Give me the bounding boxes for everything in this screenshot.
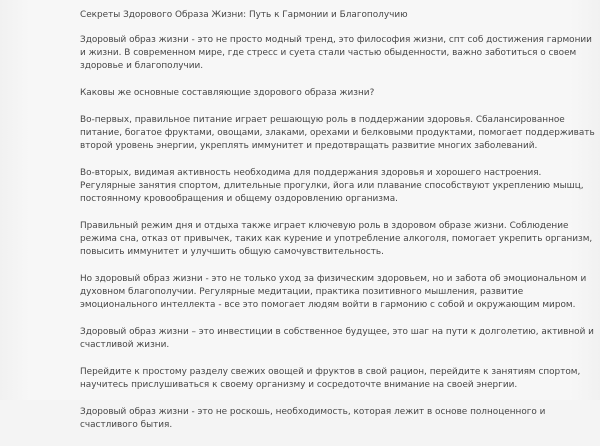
paragraph-conclusion <box>80 406 546 432</box>
text-line: постоянному кровообращения и общему оздоровлению организма. <box>80 194 398 204</box>
article-title: Секреты Здорового Образа Жизни: Путь к Гармонии и Благополучию <box>80 10 408 20</box>
text-line: Здоровый образ жизни – это инвестиции в собственное будущее, это шаг на пути к долголетию, активной и <box>80 327 594 337</box>
text-line: Каковы же основные составляющие здорового образа жизни? <box>80 88 375 98</box>
text-line: питание, богатое фруктами, овощами, злаками, орехами и белковыми продуктами, помогает поддерживать <box>80 128 595 138</box>
text-line: эмоционального интеллекта - все это помогает людям войти в гармонию с собой и окружающим миром. <box>80 300 576 310</box>
text-line: повысить иммунитет и улучшить общую самочувствительность. <box>80 247 384 257</box>
text-line: и жизни. В современном мире, где стресс и суета стали частью обыденности, важно заботиться о своем <box>80 48 577 58</box>
text-line: Правильный режим дня и отдыха также играет ключевую роль в здоровом образе жизни. Соблюдение <box>80 221 569 231</box>
paragraph-investment <box>80 326 594 352</box>
paragraph-action <box>80 366 581 392</box>
text-line: Здоровый образ жизни - это не роскошь, необходимость, которая лежит в основе полноценного и <box>80 407 546 417</box>
paragraph-routine <box>80 220 593 259</box>
text-line: Здоровый образ жизни - это не просто модный тренд, это философия жизни, спт соб достижения гармонии <box>80 35 592 45</box>
text-line: Регулярные занятия спортом, длительные прогулки, йога или плавание способствуют укреплению мышц, <box>80 181 584 191</box>
paragraph-nutrition <box>80 114 595 153</box>
text-line: режима сна, отказ от привычек, таких как курение и употребление алкоголя, помогает укрепить организм, <box>80 234 593 244</box>
article <box>80 9 595 446</box>
text-line: счастливого бытия. <box>80 420 173 430</box>
text-line: научитесь прислушиваться к своему организму и сосредоточте внимание на своей энергии. <box>80 380 518 390</box>
paragraph-activity <box>80 167 584 206</box>
text-line: здоровье и благополучии. <box>80 61 204 71</box>
text-line: счастливой жизни. <box>80 340 170 350</box>
paragraph-question <box>80 87 538 100</box>
text-line: Во-вторых, видимая активность необходима для поддержания здоровья и хорошего настроения. <box>80 168 542 178</box>
text-line: духовном благополучии. Регулярные медитации, практика позитивного мышления, развитие <box>80 287 524 297</box>
text-line: второй уровень энергии, укреплять иммунитет и предотвращать развитие многих заболеваний. <box>80 141 538 151</box>
paragraph-intro <box>80 34 592 73</box>
text-line: Во-первых, правильное питание играет решающую роль в поддержании здоровья. Сбалансированное <box>80 115 565 125</box>
paragraph-emotional <box>80 273 587 312</box>
text-line: Но здоровый образ жизни - это не только уход за физическим здоровьем, но и забота об эмоциональном и <box>80 274 587 284</box>
text-line: Перейдите к простому разделу свежих овощей и фруктов в свой рацион, перейдите к занятиям спортом, <box>80 367 581 377</box>
